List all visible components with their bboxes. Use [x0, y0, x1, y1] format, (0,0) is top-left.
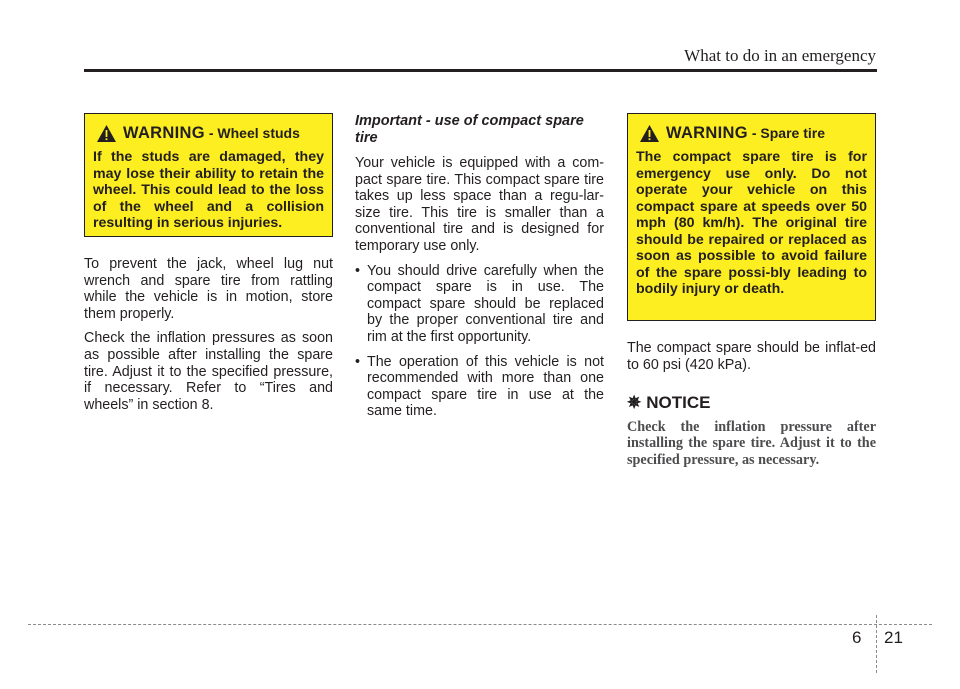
paragraph-storage: To prevent the jack, wheel lug nut wrench and spare tire from rattling while the vehicle is in motion, store them properly.	[84, 256, 333, 322]
column-middle	[355, 113, 604, 428]
warning-triangle-icon	[639, 124, 660, 143]
warning-header	[96, 124, 324, 143]
subheading-compact-spare: Important - use of compact spare tire	[355, 113, 584, 146]
warning-box-spare-tire	[627, 113, 876, 321]
warning-box-wheel-studs	[84, 113, 333, 237]
footer-rule	[28, 624, 932, 625]
column-right	[627, 113, 876, 468]
list-item: • You should drive carefully when the compact spare is in use. The compact spare should be replaced by the proper conventional tire and rim at the first opportunity.	[355, 263, 604, 346]
paragraph-compact-spare: Your vehicle is equipped with a com-pact spare tire. This compact spare tire takes up less space than a regu-lar-size tire. This tire is smaller than a conventional tire and is designed for temporary use only.	[355, 155, 604, 254]
bullet-list	[355, 263, 604, 420]
section-title: What to do in an emergency	[684, 46, 876, 65]
notice-title: NOTICE	[646, 393, 711, 413]
warning-text: If the studs are damaged, they may lose their ability to retain the wheel. This could lead to the loss of the wheel and a collision resulting in serious injuries.	[93, 149, 324, 231]
list-item: • The operation of this vehicle is not recommended with more than one compact spare tire in use at the same time.	[355, 354, 604, 420]
footer-divider	[876, 615, 877, 673]
paragraph-spare-inflation: The compact spare should be inflat-ed to 60 psi (420 kPa).	[627, 340, 876, 373]
column-left	[84, 113, 333, 421]
notice-header	[627, 393, 876, 413]
notice-star-icon: ✵	[627, 393, 642, 413]
warning-header	[639, 124, 867, 143]
header-rule	[84, 69, 877, 72]
warning-subtitle: - Wheel studs	[208, 125, 300, 142]
warning-title: WARNING	[666, 124, 748, 143]
warning-triangle-icon	[96, 124, 117, 143]
warning-text: The compact spare tire is for emergency use only. Do not operate your vehicle on this compact spare at speeds over 50 mph (80 km/h). The original tire should be repaired or replaced as soon as possible to avoid failure of the spare possi-bly leading to bodily injury or death.	[636, 149, 867, 297]
warning-title: WARNING	[123, 124, 205, 143]
chapter-number: 6	[852, 628, 862, 647]
notice-text: Check the inflation pressure after installing the spare tire. Adjust it to the specified pressure, as necessary.	[627, 419, 876, 468]
warning-subtitle: - Spare tire	[751, 125, 825, 142]
paragraph-inflation: Check the inflation pressures as soon as possible after installing the spare tire. Adjust it to the specified pressure, if necessary. Refer to “Tires and wheels” in section 8.	[84, 330, 333, 413]
page-number: 21	[884, 628, 903, 647]
